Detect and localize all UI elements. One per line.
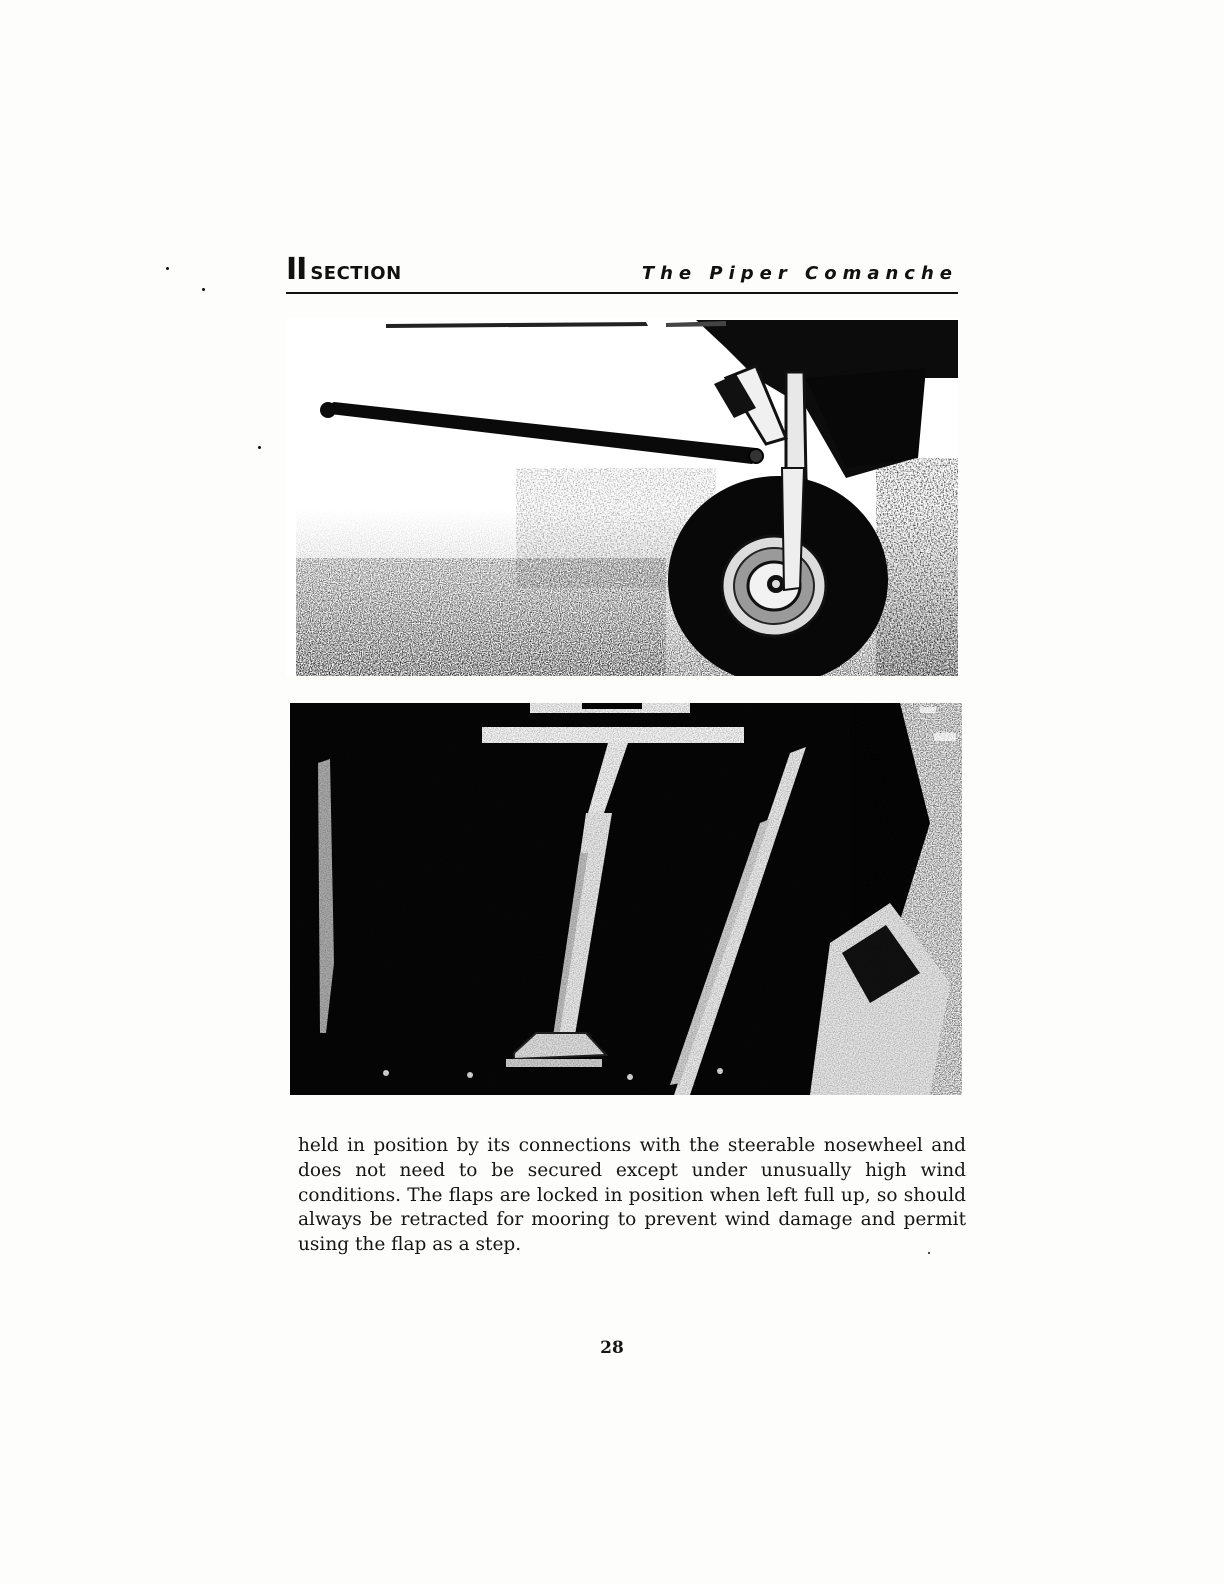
header-rule (286, 292, 958, 294)
book-title: The Piper Comanche (641, 263, 958, 284)
page-header (286, 252, 958, 294)
body-paragraph: held in position by its connections with the steerable nosewheel and does not need to be secured except under unusually high wind conditions. The flaps are locked in position when left full up, so should always be retracted for mooring to prevent wind damage and permit using the flap as a step. (298, 1135, 966, 1256)
scan-speck (166, 267, 169, 270)
scan-speck (258, 446, 261, 449)
page-number: 28 (600, 1338, 624, 1358)
section-heading (286, 252, 402, 287)
section-number: II (286, 252, 307, 287)
photo-nosewheel-towbar (286, 318, 958, 676)
photo-flap-step (290, 703, 962, 1095)
section-label: SECTION (310, 263, 402, 284)
photo-nosewheel-towbar-image (286, 318, 958, 676)
photo-flap-step-image (290, 703, 962, 1095)
scan-speck (202, 288, 205, 291)
